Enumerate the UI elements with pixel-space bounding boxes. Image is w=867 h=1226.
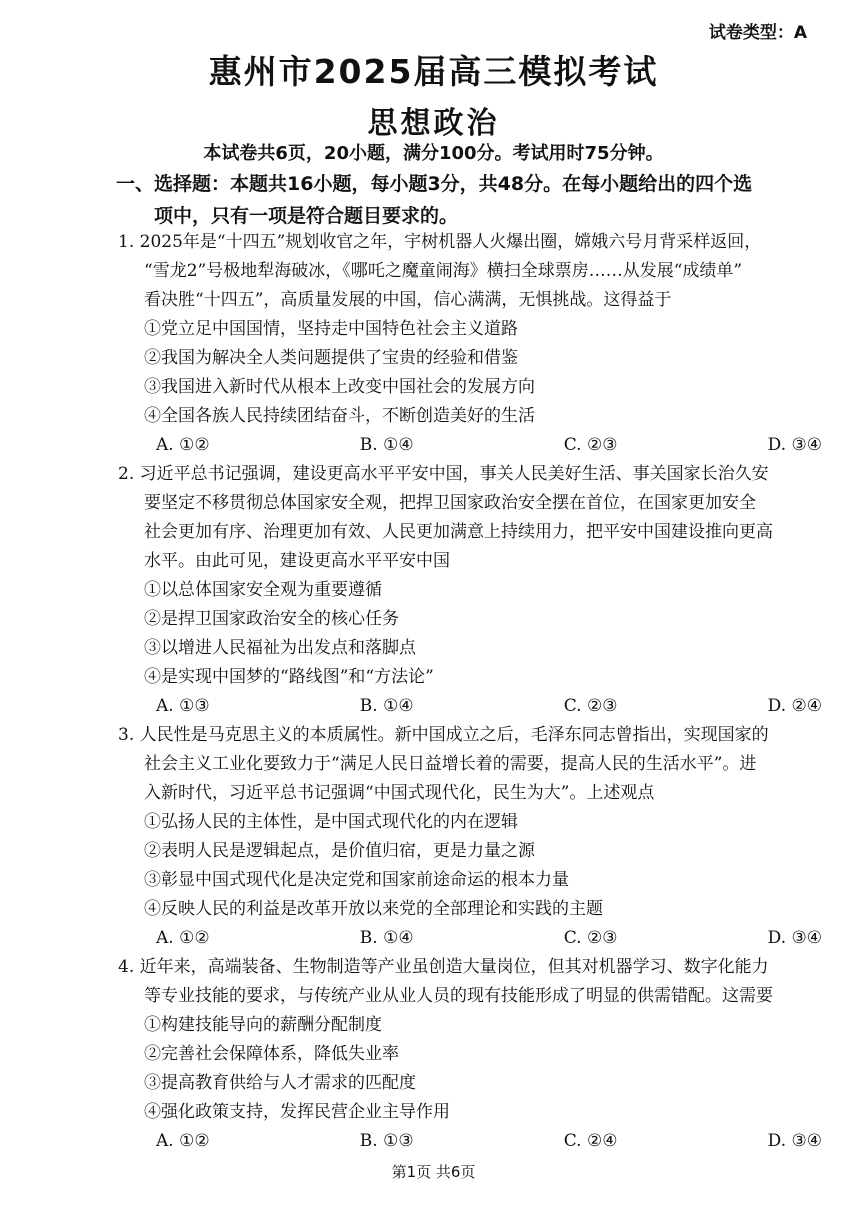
question-stem-line: 等专业技能的要求，与传统产业从业人员的现有技能形成了明显的供需错配。这需要 <box>144 986 773 1006</box>
answer-choice-b: B. ①④ <box>359 435 414 455</box>
answer-choice-c: C. ②④ <box>563 1131 618 1151</box>
page-footer: 第1页 共6页 <box>391 1163 476 1181</box>
paper-type-label: 试卷类型：A <box>708 23 807 43</box>
answer-choice-a: A. ①③ <box>156 696 210 716</box>
section-heading <box>116 168 828 232</box>
question-stem-line: 要坚定不移贯彻总体国家安全观，把捍卫国家政治安全摆在首位，在国家更加安全 <box>144 493 756 513</box>
question-statement: ①弘扬人民的主体性，是中国式现代化的内在逻辑 <box>144 812 518 832</box>
question-3 <box>118 721 822 953</box>
question-stem-line: 看决胜“十四五”，高质量发展的中国，信心满满，无惧挑战。这得益于 <box>144 290 672 310</box>
answer-choice-c: C. ②③ <box>563 696 618 716</box>
answer-choices <box>118 1127 822 1156</box>
subject-title: 思想政治 <box>367 106 500 141</box>
question-stem-line: 2. 习近平总书记强调，建设更高水平平安中国，事关人民美好生活、事关国家长治久安 <box>118 464 769 484</box>
answer-choice-c: C. ②③ <box>563 928 618 948</box>
question-stem-line: 3. 人民性是马克思主义的本质属性。新中国成立之后，毛泽东同志曾指出，实现国家的 <box>118 725 769 745</box>
question-statement: ③提高教育供给与人才需求的匹配度 <box>144 1073 416 1093</box>
question-stem-line: 4. 近年来，高端装备、生物制造等产业虽创造大量岗位，但其对机器学习、数字化能力 <box>118 957 769 977</box>
answer-choice-b: B. ①④ <box>359 928 414 948</box>
question-statement: ④是实现中国梦的“路线图”和“方法论” <box>144 667 434 687</box>
question-statement: ②表明人民是逻辑起点，是价值归宿，更是力量之源 <box>144 841 535 861</box>
answer-choice-a: A. ①② <box>156 928 210 948</box>
question-statement: ②是捍卫国家政治安全的核心任务 <box>144 609 399 629</box>
question-1 <box>118 228 822 460</box>
answer-choice-b: B. ①④ <box>359 696 414 716</box>
answer-choice-d: D. ②④ <box>767 696 822 716</box>
section-heading-line-2: 项中，只有一项是符合题目要求的。 <box>154 205 459 227</box>
question-statement: ③彰显中国式现代化是决定党和国家前途命运的根本力量 <box>144 870 569 890</box>
question-statement: ③以增进人民福祉为出发点和落脚点 <box>144 638 416 658</box>
question-statement: ①构建技能导向的薪酬分配制度 <box>144 1015 382 1035</box>
answer-choice-a: A. ①② <box>156 1131 210 1151</box>
question-statement: ④强化政策支持，发挥民营企业主导作用 <box>144 1102 450 1122</box>
question-stem-line: 入新时代，习近平总书记强调“中国式现代化，民生为大”。上述观点 <box>144 783 655 803</box>
exam-info: 本试卷共6页，20小题，满分100分。考试用时75分钟。 <box>203 143 664 164</box>
question-statement: ③我国进入新时代从根本上改变中国社会的发展方向 <box>144 377 535 397</box>
answer-choice-a: A. ①② <box>156 435 210 455</box>
question-stem-line: “雪龙2”号极地犁海破冰，《哪吒之魔童闹海》横扫全球票房……从发展“成绩单” <box>144 261 743 281</box>
question-2 <box>118 460 822 721</box>
answer-choice-d: D. ③④ <box>767 928 822 948</box>
answer-choices <box>118 692 822 721</box>
answer-choice-b: B. ①③ <box>359 1131 414 1151</box>
question-stem-line: 社会更加有序、治理更加有效、人民更加满意上持续用力，把平安中国建设推向更高 <box>144 522 773 542</box>
question-statement: ④全国各族人民持续团结奋斗，不断创造美好的生活 <box>144 406 535 426</box>
question-list <box>118 228 822 1156</box>
answer-choice-c: C. ②③ <box>563 435 618 455</box>
question-statement: ②我国为解决全人类问题提供了宝贵的经验和借鉴 <box>144 348 518 368</box>
question-statement: ①党立足中国国情，坚持走中国特色社会主义道路 <box>144 319 518 339</box>
question-stem-line: 社会主义工业化要致力于“满足人民日益增长着的需要，提高人民的生活水平”。进 <box>144 754 757 774</box>
answer-choices <box>118 924 822 953</box>
question-statement: ④反映人民的利益是改革开放以来党的全部理论和实践的主题 <box>144 899 603 919</box>
section-heading-line-1: 一、选择题：本题共16小题，每小题3分，共48分。在每小题给出的四个选 <box>116 173 753 195</box>
question-stem-line: 水平。由此可见，建设更高水平平安中国 <box>144 551 450 571</box>
question-statement: ①以总体国家安全观为重要遵循 <box>144 580 382 600</box>
exam-title: 惠州市2025届高三模拟考试 <box>208 52 659 91</box>
answer-choices <box>118 431 822 460</box>
question-stem-line: 1. 2025年是“十四五”规划收官之年，宇树机器人火爆出圈，嫦娥六号月背采样返回， <box>118 232 762 252</box>
answer-choice-d: D. ③④ <box>767 435 822 455</box>
question-statement: ②完善社会保障体系，降低失业率 <box>144 1044 399 1064</box>
question-4 <box>118 953 822 1156</box>
answer-choice-d: D. ③④ <box>767 1131 822 1151</box>
